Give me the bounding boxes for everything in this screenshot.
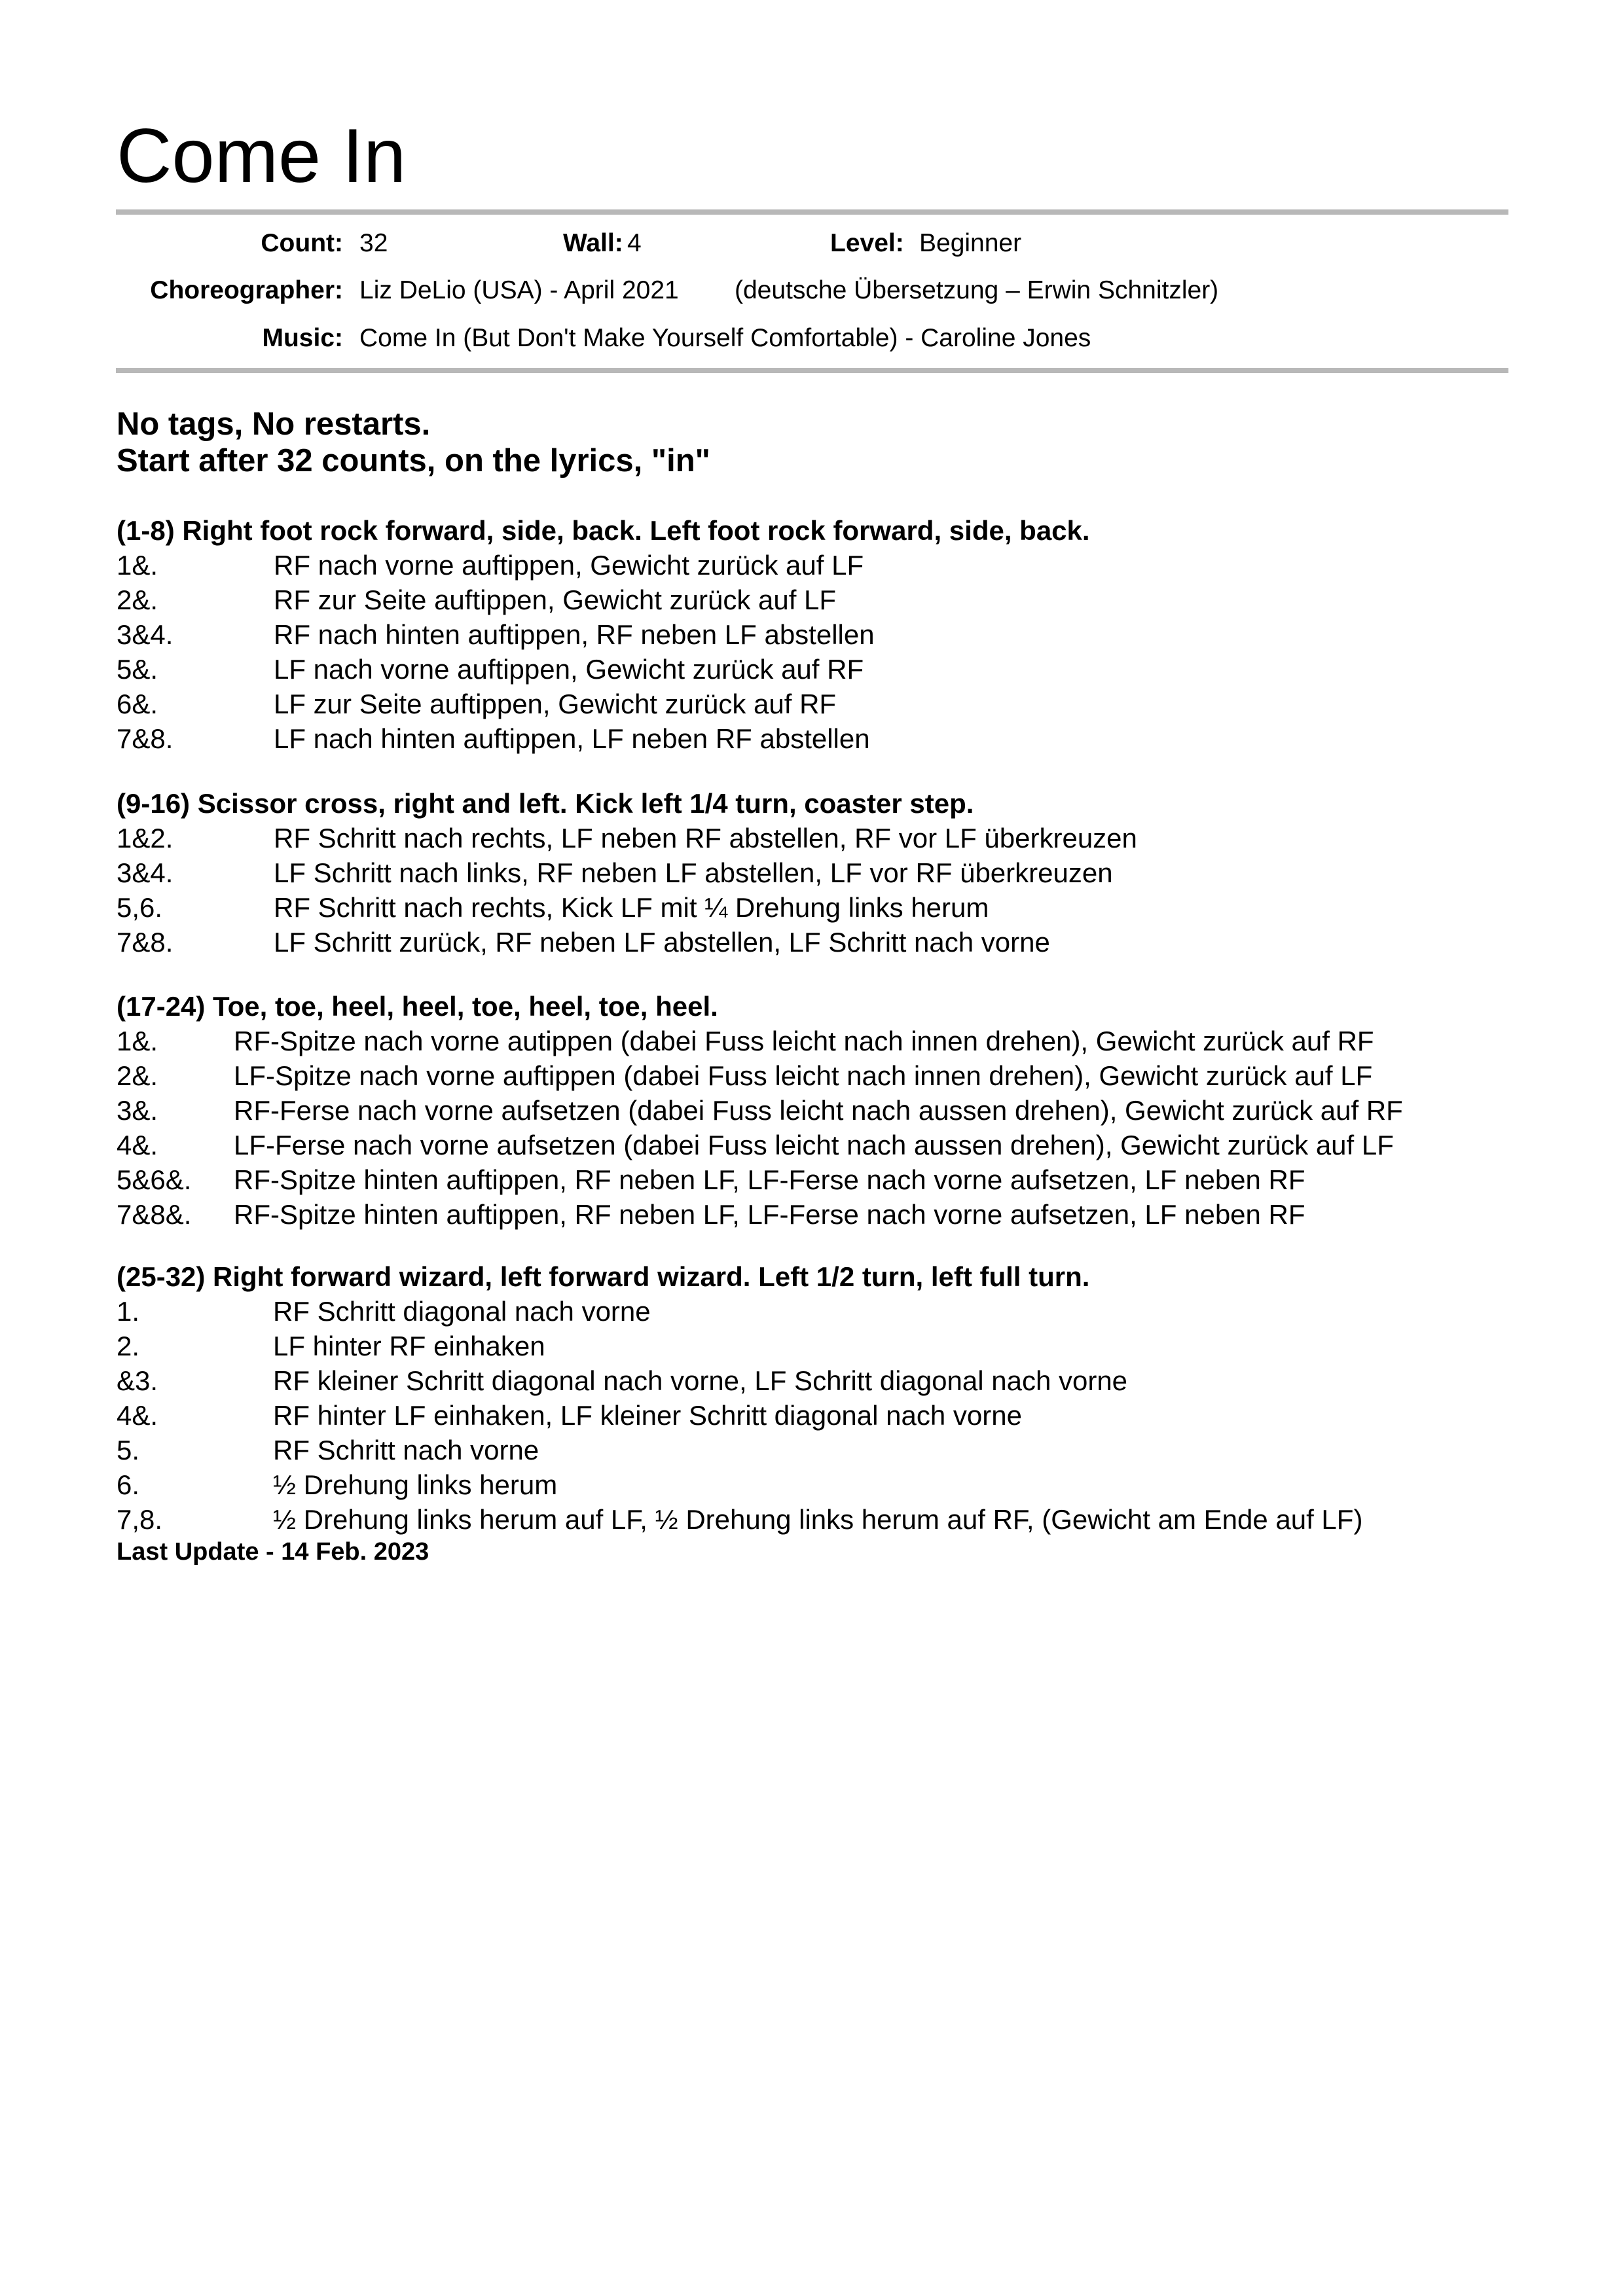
step-text: LF Schritt zurück, RF neben LF abstellen, LF Schritt nach vorne [274,927,1050,958]
step-text: RF hinter LF einhaken, LF kleiner Schritt diagonal nach vorne [273,1400,1022,1431]
step-row [117,1128,1394,1162]
section-heading: (17-24) Toe, toe, heel, heel, toe, heel, toe, heel. [117,991,718,1022]
step-row [117,548,1090,583]
step-row [117,1502,1363,1537]
step-row [117,583,1090,617]
step-text: ½ Drehung links herum [273,1469,558,1500]
step-row [117,890,989,925]
step-text: RF-Spitze hinten auftippen, RF neben LF, LF-Ferse nach vorne aufsetzen, LF neben RF [234,1199,1305,1230]
count-label: Count: [261,229,343,257]
step-row [117,1363,1128,1398]
wall-value: 4 [627,229,642,257]
meta-row-music [0,323,1623,354]
step-row [117,1162,1305,1197]
section-heading: (1-8) Right foot rock forward, side, back. Left foot rock forward, side, back. [117,515,1090,546]
step-count: 1. [117,1296,140,1327]
step-text: RF zur Seite auftippen, Gewicht zurück auf LF [274,584,837,615]
step-row [117,1467,1089,1502]
step-text: RF Schritt nach rechts, LF neben RF abstellen, RF vor LF überkreuzen [274,823,1137,853]
step-text: LF Schritt nach links, RF neben LF abstellen, LF vor RF überkreuzen [274,857,1113,888]
step-text: RF nach vorne auftippen, Gewicht zurück auf LF [274,550,864,581]
step-count: 3&4. [117,619,173,650]
step-count: 1&. [117,1026,158,1056]
section-heading: (25-32) Right forward wizard, left forward wizard. Left 1/2 turn, left full turn. [117,1261,1090,1292]
step-count: 5&. [117,654,158,685]
step-row [117,617,1090,652]
section-17-24 [117,989,1403,1232]
step-count: 7&8&. [117,1199,192,1230]
meta-row-choreographer [0,275,1623,306]
section-9-16 [117,786,1137,960]
step-row [117,687,1090,721]
step-text: RF Schritt diagonal nach vorne [273,1296,651,1327]
step-row [117,1024,1374,1058]
step-count: 3&. [117,1095,158,1126]
step-row [117,1329,1089,1363]
section-25-32 [117,1259,1363,1537]
step-row [117,925,1050,960]
step-count: 3&4. [117,857,173,888]
choreographer-value: Liz DeLio (USA) - April 2021 [359,276,679,304]
step-text: RF kleiner Schritt diagonal nach vorne, LF Schritt diagonal nach vorne [273,1365,1128,1396]
intro-line-tags: No tags, No restarts. [117,406,431,442]
step-count: 2&. [117,1060,158,1091]
step-text: RF nach hinten auftippen, RF neben LF abstellen [274,619,875,650]
meta-row-count-wall-level [0,228,1623,259]
translation-note: (deutsche Übersetzung – Erwin Schnitzler) [735,276,1219,304]
intro-line-start: Start after 32 counts, on the lyrics, "in" [117,443,710,478]
step-count: 7&8. [117,927,173,958]
step-row [117,652,1090,687]
step-count: 6. [117,1469,140,1500]
step-text: LF-Ferse nach vorne aufsetzen (dabei Fuss leicht nach aussen drehen), Gewicht zurück auf LF [234,1130,1394,1160]
wall-label: Wall: [563,229,623,257]
step-text: LF hinter RF einhaken [273,1331,545,1361]
step-text: LF nach vorne auftippen, Gewicht zurück auf RF [274,654,864,685]
step-text: ½ Drehung links herum auf LF, ½ Drehung links herum auf RF, (Gewicht am Ende auf LF) [273,1504,1363,1535]
step-count: 4&. [117,1400,158,1431]
count-value: 32 [359,229,388,257]
step-count: 7&8. [117,723,173,754]
step-text: RF-Spitze nach vorne autippen (dabei Fuss leicht nach innen drehen), Gewicht zurück auf RF [234,1026,1374,1056]
step-row [117,1433,1089,1467]
step-row [117,1398,1089,1433]
step-row [117,855,1113,890]
step-text: RF Schritt nach rechts, Kick LF mit ¼ Drehung links herum [274,892,989,923]
step-count: 7,8. [117,1504,163,1535]
page-title: Come In [117,113,407,198]
intro-notes [117,406,710,479]
step-row [117,721,1090,756]
step-text: RF-Spitze hinten auftippen, RF neben LF, LF-Ferse nach vorne aufsetzen, LF neben RF [234,1164,1305,1195]
header-rule-top [116,209,1508,215]
step-count: 5&6&. [117,1164,192,1195]
choreographer-label: Choreographer: [150,276,343,304]
step-count: 5,6. [117,892,163,923]
step-count: &3. [117,1365,158,1396]
step-text: LF nach hinten auftippen, LF neben RF abstellen [274,723,870,754]
music-label: Music: [262,324,343,352]
step-row [117,1197,1305,1232]
step-count: 1&2. [117,823,173,853]
step-count: 1&. [117,550,158,581]
step-count: 2. [117,1331,140,1361]
step-count: 5. [117,1435,140,1465]
step-row [117,1058,1373,1093]
step-text: RF-Ferse nach vorne aufsetzen (dabei Fuss leicht nach aussen drehen), Gewicht zurück auf RF [234,1095,1403,1126]
step-text: LF-Spitze nach vorne auftippen (dabei Fuss leicht nach innen drehen), Gewicht zurück auf LF [234,1060,1373,1091]
step-count: 2&. [117,584,158,615]
level-value: Beginner [919,229,1022,257]
step-row [117,821,1137,855]
step-count: 4&. [117,1130,158,1160]
step-text: LF zur Seite auftippen, Gewicht zurück auf RF [274,689,837,719]
step-row [117,1093,1403,1128]
step-text: RF Schritt nach vorne [273,1435,539,1465]
section-heading: (9-16) Scissor cross, right and left. Kick left 1/4 turn, coaster step. [117,788,974,819]
music-value: Come In (But Don't Make Yourself Comfortable) - Caroline Jones [359,324,1091,352]
last-update: Last Update - 14 Feb. 2023 [117,1538,429,1566]
step-count: 6&. [117,689,158,719]
step-row [117,1294,1089,1329]
section-1-8 [117,513,1090,756]
header-rule-bottom [116,368,1508,373]
level-label: Level: [830,229,904,257]
